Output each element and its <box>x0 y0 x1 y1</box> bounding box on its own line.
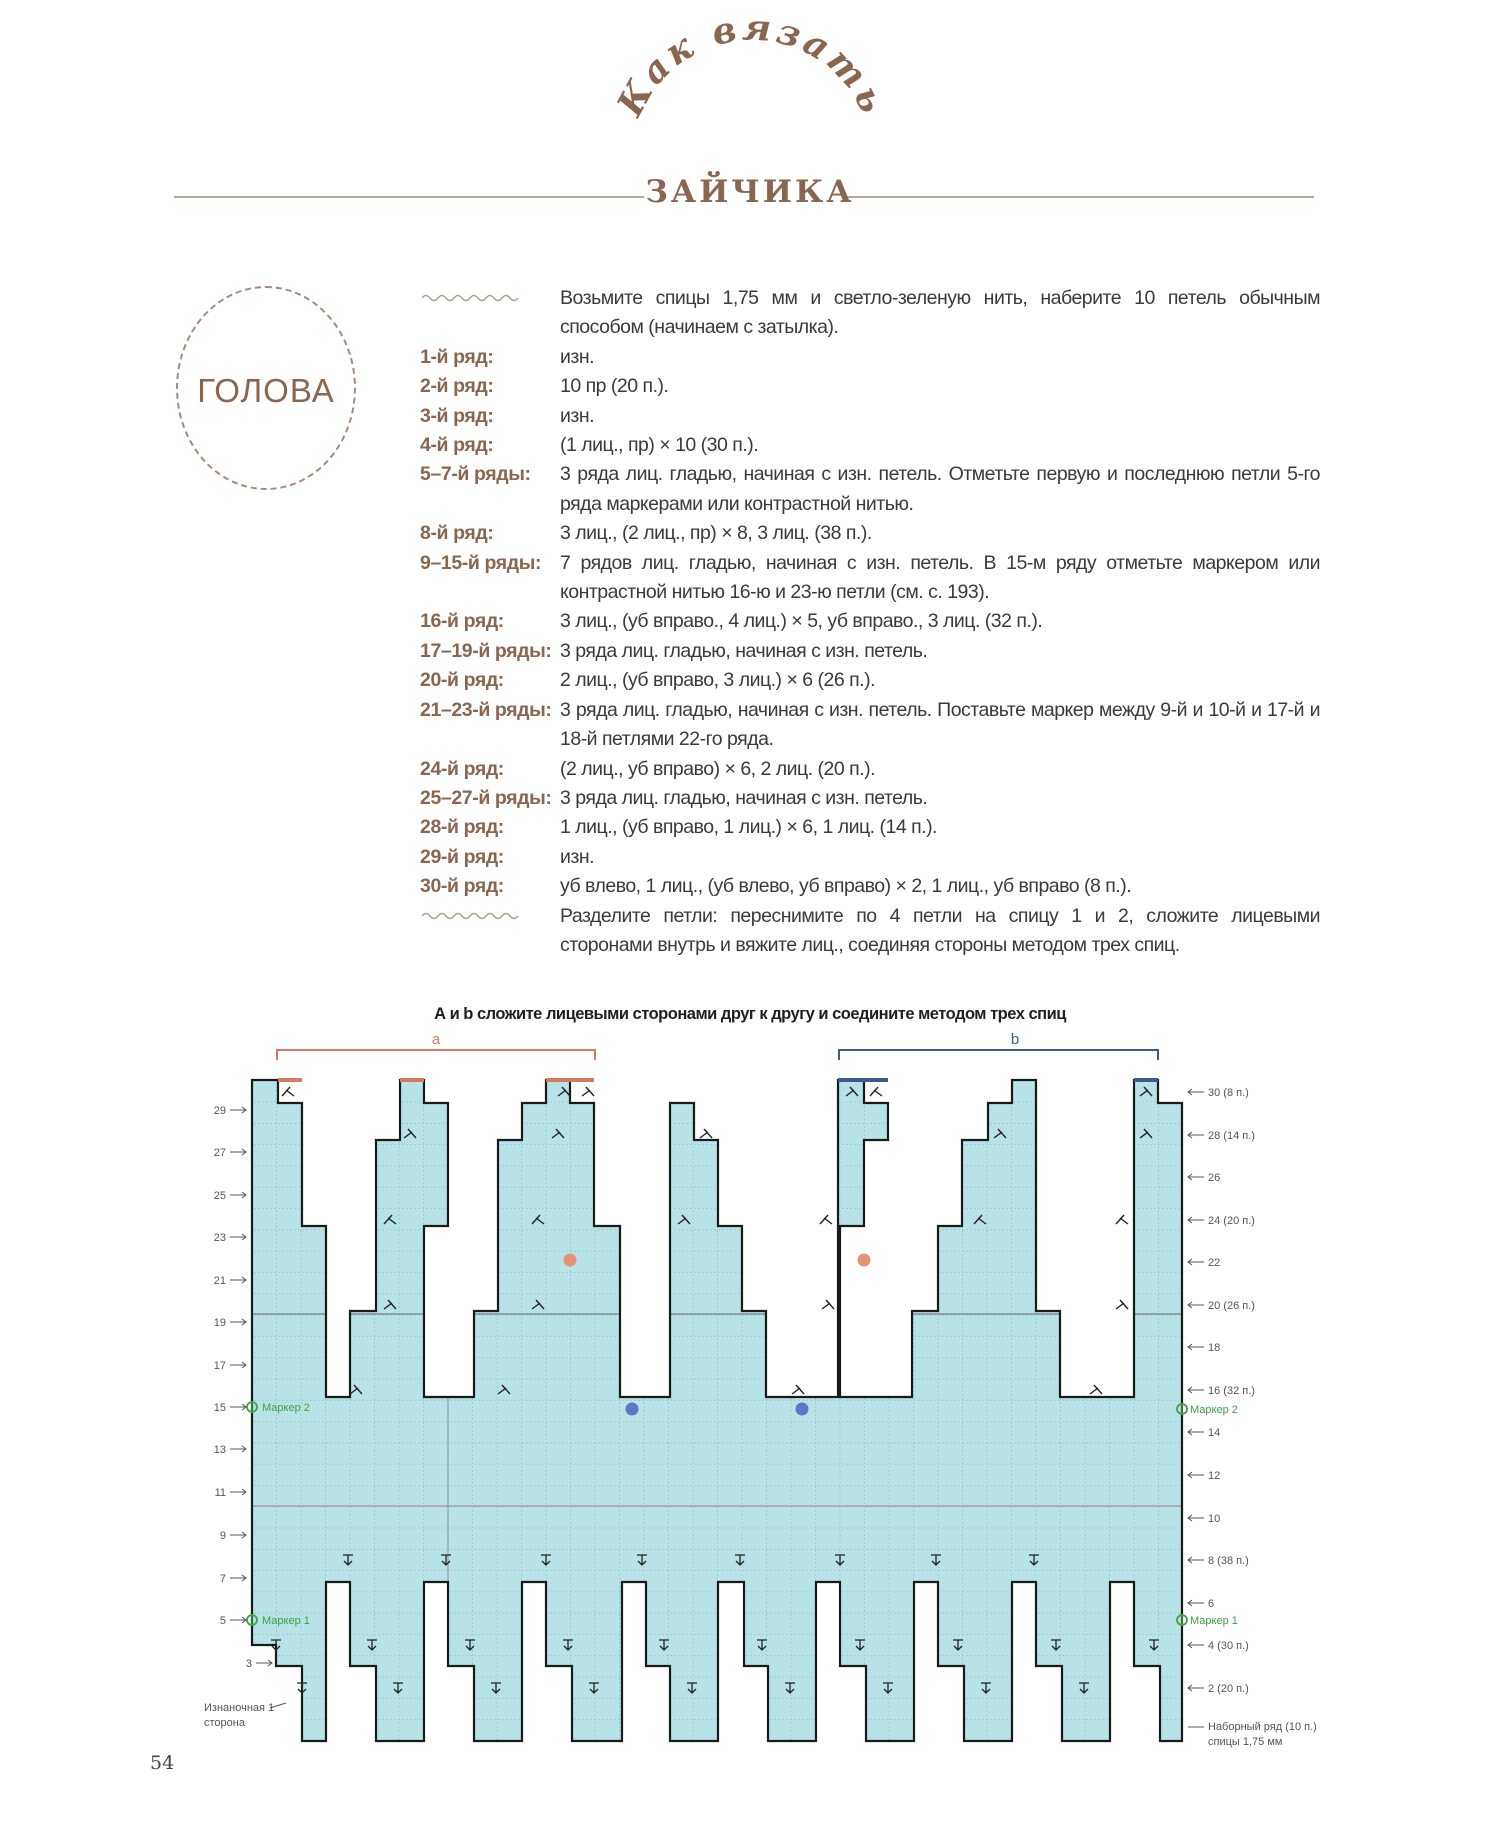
row-number-label: 26 <box>1208 1172 1221 1184</box>
row-number-label: 12 <box>1208 1470 1221 1482</box>
row-arrow-icon <box>230 1532 246 1538</box>
svg-text:Как вязать <box>608 6 895 123</box>
row-number-label: 15 <box>213 1402 226 1414</box>
decrease-symbol-icon <box>700 1129 712 1138</box>
row-number-label: 10 <box>1208 1513 1221 1525</box>
instruction-row <box>420 902 1320 961</box>
row-arrow-icon <box>1188 1344 1204 1350</box>
row-arrow-icon <box>230 1489 246 1495</box>
row-arrow-icon <box>1188 1685 1204 1691</box>
row-number-label: 4 (30 п.) <box>1208 1640 1249 1652</box>
row-arrow-icon <box>230 1362 246 1368</box>
row-label: 24-й ряд: <box>420 757 504 780</box>
marker-dot-blue <box>626 1403 639 1416</box>
chart-caption: А и b сложите лицевыми сторонами друг к другу и соедините методом трех спиц <box>434 1005 1066 1023</box>
marker-1-label: Маркер 1 <box>262 1615 310 1627</box>
instruction-text: 3 ряда лиц. гладью, начиная с изн. петель. Отметьте первую и последнюю петли 5-го ряда маркерами или контрастной нитью. <box>560 463 1320 515</box>
instruction-text: 1 лиц., (уб вправо, 1 лиц.) × 6, 1 лиц. (14 п.). <box>560 816 937 839</box>
row-arrow-icon <box>1188 1174 1204 1180</box>
row-number-label: 14 <box>1208 1427 1221 1439</box>
row-label: 28-й ряд: <box>420 816 504 839</box>
row-number-label: 20 (26 п.) <box>1208 1300 1255 1312</box>
instruction-row <box>420 666 1320 695</box>
knitting-chart <box>0 1020 1500 1760</box>
bracket-a-label: a <box>431 1031 441 1048</box>
instruction-row <box>420 284 1320 343</box>
wrong-side-label: Изнаночная 1 <box>204 1702 275 1714</box>
decrease-symbol-icon <box>820 1215 832 1224</box>
row-number-label: 21 <box>213 1275 226 1287</box>
row-number-label: 22 <box>1208 1257 1221 1269</box>
instruction-row <box>420 519 1320 548</box>
row-arrow-icon <box>230 1404 246 1410</box>
instruction-row <box>420 607 1320 636</box>
marker-2-label-right: Маркер 2 <box>1190 1404 1238 1416</box>
row-label: 30-й ряд: <box>420 875 504 898</box>
wrong-side-label-2: сторона <box>204 1717 245 1729</box>
row-number-label: 2 (20 п.) <box>1208 1683 1249 1695</box>
instruction-text: 3 ряда лиц. гладью, начиная с изн. петель. Поставьте маркер между 9-й и 10-й и 17-й и 18-й петлями 22-го ряда. <box>560 698 1320 751</box>
decrease-symbol-icon <box>822 1300 834 1309</box>
row-label: 5–7-й ряды: <box>420 463 531 486</box>
row-number-label: 7 <box>219 1573 226 1585</box>
instruction-row <box>420 784 1320 813</box>
row-number-label: 27 <box>213 1147 226 1159</box>
instruction-row <box>420 696 1320 755</box>
row-number-label: 28 (14 п.) <box>1208 1130 1255 1142</box>
wavy-divider-icon <box>420 284 560 313</box>
instruction-row <box>420 402 1320 431</box>
row-arrow-icon <box>256 1660 272 1666</box>
instruction-row <box>420 872 1320 901</box>
decrease-symbol-icon <box>1090 1385 1102 1394</box>
row-arrow-icon <box>230 1107 246 1113</box>
instruction-text: 3 ряда лиц. гладью, начиная с изн. петель. <box>560 786 928 809</box>
row-label: 8-й ряд: <box>420 522 494 545</box>
instruction-text: (1 лиц., пр) × 10 (30 п.). <box>560 434 759 457</box>
instruction-text: 3 лиц., (2 лиц., пр) × 8, 3 лиц. (38 п.). <box>560 522 872 545</box>
instruction-row <box>420 431 1320 460</box>
row-arrow-icon <box>1188 1515 1204 1521</box>
instruction-text: (2 лиц., уб вправо) × 6, 2 лиц. (20 п.). <box>560 757 876 780</box>
cast-on-label-2: спицы 1,75 мм <box>1208 1736 1283 1748</box>
decrease-symbol-icon <box>1116 1215 1128 1224</box>
instruction-text: изн. <box>560 845 595 868</box>
instruction-text: 3 ряда лиц. гладью, начиная с изн. петель. <box>560 639 928 662</box>
instruction-row <box>420 343 1320 372</box>
row-label: 25–27-й ряды: <box>420 786 552 809</box>
right-row-labels <box>1188 1087 1255 1695</box>
row-arrow-icon <box>1188 1472 1204 1478</box>
row-label: 1-й ряд: <box>420 345 494 368</box>
wavy-divider-icon <box>420 902 560 931</box>
row-arrow-icon <box>1188 1217 1204 1223</box>
instruction-row <box>420 549 1320 608</box>
marker-2-label: Маркер 2 <box>262 1402 310 1414</box>
row-arrow-icon <box>230 1277 246 1283</box>
row-number-label: 30 (8 п.) <box>1208 1087 1249 1099</box>
row-arrow-icon <box>1188 1387 1204 1393</box>
section-badge <box>176 286 356 490</box>
row-number-label: 18 <box>1208 1342 1221 1354</box>
instruction-text: изн. <box>560 404 595 427</box>
row-number-label: 3 <box>245 1658 252 1670</box>
instruction-row <box>420 813 1320 842</box>
row-arrow-icon <box>230 1575 246 1581</box>
marker-1-label-right: Маркер 1 <box>1190 1615 1238 1627</box>
row-number-label: 8 (38 п.) <box>1208 1555 1249 1567</box>
row-arrow-icon <box>230 1234 246 1240</box>
instruction-text: Возьмите спицы 1,75 мм и светло-зеленую нить, наберите 10 петель обычным способом (начинаем с затылка). <box>560 287 1320 339</box>
row-number-label: 16 (32 п.) <box>1208 1385 1255 1397</box>
row-arrow-icon <box>1188 1429 1204 1435</box>
row-label: 21–23-й ряды: <box>420 698 552 721</box>
row-arrow-icon <box>230 1446 246 1452</box>
row-label: 2-й ряд: <box>420 375 494 398</box>
marker-2-right <box>1177 1403 1238 1416</box>
page-number: 54 <box>150 1752 175 1774</box>
instruction-row <box>420 372 1320 401</box>
arc-title <box>0 0 1500 200</box>
cast-on-label: Наборный ряд (10 п.) <box>1208 1721 1317 1733</box>
row-label: 3-й ряд: <box>420 404 494 427</box>
section-title: ГОЛОВА <box>197 372 335 409</box>
instructions-list <box>420 284 1320 960</box>
row-number-label: 24 (20 п.) <box>1208 1215 1255 1227</box>
row-arrow-icon <box>230 1319 246 1325</box>
instruction-text: 7 рядов лиц. гладью, начиная с изн. петель. В 15-м ряду отметьте маркером или контрастной нитью 16-ю и 23-ю петли (см. с. 193). <box>560 551 1320 604</box>
decrease-symbol-icon <box>582 1087 594 1096</box>
row-label: 29-й ряд: <box>420 845 504 868</box>
bracket-b-label: b <box>1010 1031 1020 1048</box>
row-arrow-icon <box>1188 1259 1204 1265</box>
instruction-row <box>420 460 1320 519</box>
decrease-symbol-icon <box>282 1087 294 1096</box>
instruction-row <box>420 843 1320 872</box>
row-number-label: 19 <box>213 1317 226 1329</box>
instruction-text: 2 лиц., (уб вправо, 3 лиц.) × 6 (26 п.). <box>560 669 876 692</box>
row-number-label: 11 <box>214 1487 226 1499</box>
bracket-b <box>839 1031 1158 1060</box>
instruction-row <box>420 637 1320 666</box>
row-arrow-icon <box>230 1192 246 1198</box>
marker-dot-orange <box>564 1254 577 1267</box>
row-label: 4-й ряд: <box>420 434 494 457</box>
row-arrow-icon <box>1188 1557 1204 1563</box>
row-number-label: 6 <box>1208 1598 1215 1610</box>
row-label: 9–15-й ряды: <box>420 551 542 574</box>
instruction-text: 3 лиц., (уб вправо., 4 лиц.) × 5, уб вправо., 3 лиц. (32 п.). <box>560 610 1043 633</box>
row-label: 17–19-й ряды: <box>420 639 552 662</box>
row-arrow-icon <box>230 1617 246 1623</box>
instruction-row <box>420 755 1320 784</box>
page-header <box>0 0 1500 240</box>
row-arrow-icon <box>1188 1600 1204 1606</box>
row-arrow-icon <box>230 1149 246 1155</box>
row-number-label: 25 <box>213 1190 226 1202</box>
row-number-label: 23 <box>213 1232 226 1244</box>
row-arrow-icon <box>1188 1642 1204 1648</box>
row-arrow-icon <box>1188 1089 1204 1095</box>
page-title: ЗАЙЧИКА <box>645 174 855 210</box>
instruction-text: 10 пр (20 п.). <box>560 375 669 398</box>
row-number-label: 17 <box>213 1360 226 1372</box>
instruction-text: изн. <box>560 345 595 368</box>
marker-dot-blue <box>796 1403 809 1416</box>
row-number-label: 9 <box>219 1530 226 1542</box>
row-label: 16-й ряд: <box>420 610 504 633</box>
row-number-label: 5 <box>219 1615 226 1627</box>
row-number-label: 13 <box>213 1444 226 1456</box>
bracket-a <box>277 1031 595 1060</box>
instruction-text: Разделите петли: переснимите по 4 петли на спицу 1 и 2, сложите лицевыми сторонами внутрь и вяжите лиц., соединяя стороны методом трех спиц. <box>560 904 1320 956</box>
row-arrow-icon <box>1188 1302 1204 1308</box>
decrease-symbol-icon <box>792 1385 804 1394</box>
decrease-symbol-icon <box>1116 1300 1128 1309</box>
row-label: 20-й ряд: <box>420 669 504 692</box>
marker-dot-orange <box>858 1254 871 1267</box>
decrease-symbol-icon <box>870 1087 882 1096</box>
row-arrow-icon <box>1188 1132 1204 1138</box>
marker-1-right <box>1177 1614 1238 1627</box>
row-number-label: 29 <box>213 1105 226 1117</box>
instruction-text: уб влево, 1 лиц., (уб влево, уб вправо) × 2, 1 лиц., уб вправо (8 п.). <box>560 875 1132 898</box>
arc-title-text: Как вязать <box>608 6 896 123</box>
